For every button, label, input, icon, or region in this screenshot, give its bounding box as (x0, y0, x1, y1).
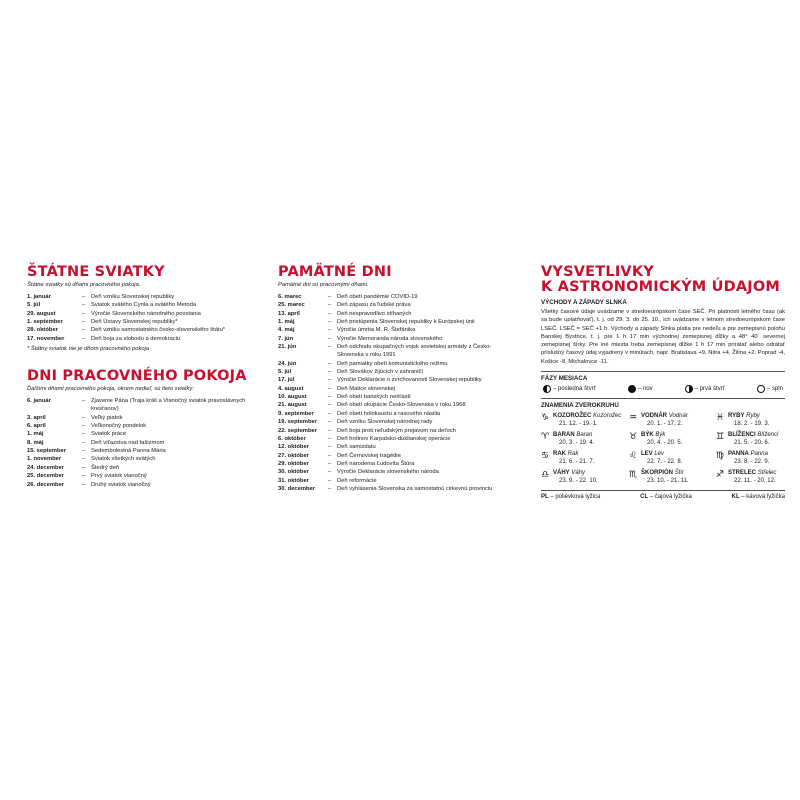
zodiac-dates: 18. 2. - 19. 3. (734, 420, 770, 427)
zodiac-name: BARAN (553, 432, 575, 439)
dni-pracovneho-pokoja-list (27, 397, 265, 489)
item-text: – Deň boja proti neľudským prejavom na deťoch (328, 427, 518, 435)
item-text: – Sviatok všetkých svätých (82, 455, 265, 463)
zodiac-sign-icon: ♉ (629, 432, 638, 443)
zodiac-latin: Váhy (571, 470, 586, 477)
item-date: 19. september (278, 419, 317, 426)
zodiac-text (728, 413, 769, 428)
zodiac-text (641, 470, 689, 485)
list-item (278, 410, 518, 418)
zodiac-name: VODNÁR (641, 413, 668, 420)
item-text: – Sviatok práce (82, 430, 265, 438)
spoon-kl: KL – kávová lyžička (731, 494, 785, 501)
zodiac-dates: 20. 4. - 20. 5. (647, 439, 683, 446)
zodiac-latin: Lev (654, 451, 665, 458)
item-date: 6. október (278, 435, 306, 442)
item-text: – Deň vyhlásenia Slovenska za samostatnú cirkevnú provinciu (328, 485, 518, 493)
item-date: 10. august (278, 394, 307, 401)
zodiac-item (541, 470, 629, 485)
list-item (278, 326, 518, 334)
moon-phases (541, 385, 785, 398)
zodiac-sign-icon: ♑ (541, 413, 550, 424)
zodiac-sign-icon: ♊ (716, 432, 725, 443)
zodiac-text (553, 451, 594, 466)
zodiac-text (641, 432, 682, 447)
item-text: – Sviatok svätého Cyrila a svätého Metoda (82, 301, 265, 309)
item-date: 27. október (278, 452, 309, 459)
zodiac-dates: 22. 11. - 20. 12. (734, 477, 776, 484)
zodiac-item (716, 432, 785, 447)
list-item (278, 310, 518, 318)
list-item (278, 418, 518, 426)
zodiac-dates: 21. 5. - 20. 6. (734, 439, 770, 446)
list-item (27, 447, 265, 455)
zodiac-name: STRELEC (728, 470, 757, 477)
list-item (278, 376, 518, 384)
zodiac-dates: 23. 9. - 22. 10. (559, 477, 598, 484)
zodiac-item (541, 432, 629, 447)
phase-last-quarter (543, 385, 596, 393)
item-date: 26. december (27, 481, 65, 488)
phase-label: – nov (637, 386, 653, 393)
item-date: 22. september (278, 427, 317, 434)
zodiac-latin: Střelec (757, 470, 777, 477)
item-text: – Deň obetí okupácie Česko-Slovenska v roku 1968 (328, 401, 518, 409)
item-text: – Deň Matice slovenskej (328, 385, 518, 393)
item-text: – Druhý sviatok vianočný (82, 481, 265, 489)
pamatne-dni-subtitle: Pamätné dni sú pracovnými dňami. (278, 282, 369, 288)
list-item (278, 343, 518, 360)
list-item (278, 460, 518, 468)
zodiac-latin: Baran (576, 432, 593, 439)
list-item (278, 301, 518, 309)
zodiac-latin: Býk (655, 432, 666, 439)
item-text: – Štedrý deň (82, 464, 265, 472)
list-item (278, 385, 518, 393)
vysvetlivky-title-line2: K ASTRONOMICKÝM ÚDAJOM (541, 279, 781, 295)
list-item (278, 477, 518, 485)
item-date: 1. máj (278, 319, 295, 326)
list-item (27, 455, 265, 463)
item-date: 1. september (27, 319, 63, 326)
list-item (27, 472, 265, 480)
first-quarter-moon-icon (685, 385, 693, 393)
list-item (27, 422, 265, 430)
zodiac-text (553, 432, 594, 447)
zodiac-sign-icon: ♐ (716, 470, 725, 481)
zodiac-name: BÝK (641, 432, 654, 439)
statne-sviatky-list (27, 293, 265, 343)
item-text: – Výročie Deklarácie o zvrchovanosti Slovenskej republiky (328, 376, 518, 384)
item-text: – Zjavenie Pána (Traja králi a Vianočný sviatok pravoslávnych kresťanov) (82, 397, 265, 414)
phase-full-moon (757, 385, 783, 393)
item-text: – Sedembolestná Panna Mária (82, 447, 265, 455)
item-text: – Deň vzniku Slovenskej republiky (82, 293, 265, 301)
item-text: – Deň vzniku Slovenskej národnej rady (328, 418, 518, 426)
phase-first-quarter (685, 385, 725, 393)
zodiac-text (641, 413, 688, 428)
zodiac-text (553, 470, 598, 485)
column-vysvetlivky (541, 265, 785, 500)
item-text: – Deň zápasu za ľudské práva (328, 301, 518, 309)
item-text: – Výročie Deklarácie slovenského národa (328, 468, 518, 476)
list-item (278, 368, 518, 376)
zodiac-sign-icon: ♌ (629, 451, 638, 462)
item-date: 29. október (278, 460, 309, 467)
list-item (27, 430, 265, 438)
item-text: – Deň víťazstva nad fašizmom (82, 439, 265, 447)
zodiac-latin: Blíženci (757, 432, 779, 439)
zodiac-text (641, 451, 682, 466)
spoon-cl: CL – čajová lyžička (640, 494, 692, 501)
zodiac-item (629, 451, 716, 466)
list-item (27, 397, 265, 414)
item-text: – Deň nespravodlivo stíhaných (328, 310, 518, 318)
list-item (27, 301, 265, 309)
zodiac-latin: Štír (674, 470, 685, 477)
full-moon-icon (757, 385, 765, 393)
item-text: – Deň samizdatu (328, 443, 518, 451)
item-date: 15. september (27, 448, 66, 455)
dni-pracovneho-pokoja-subtitle: Ďalšími dňami pracovného pokoja, okrem nedieľ, sú tieto sviatky: (27, 386, 194, 393)
item-text: – Deň odchodu okupačných vojsk sovietskej armády z Česko-Slovenska v roku 1991 (328, 343, 518, 360)
zodiac-text (553, 413, 621, 428)
zodiac-sign-icon: ♒ (629, 413, 638, 424)
zodiac-dates: 21. 6. - 21. 7. (559, 458, 595, 465)
zodiac-item (629, 413, 716, 428)
phase-label: – posledná štvrť (553, 386, 596, 393)
zodiac-sign-icon: ♓ (716, 413, 725, 424)
list-item (27, 481, 265, 489)
item-date: 24. december (27, 464, 65, 471)
item-text: – Deň narodenia Ľudovíta Štúra (328, 460, 518, 468)
item-date: 30. december (278, 485, 316, 492)
zodiac-name: KOZOROŽEC (553, 413, 592, 420)
item-text: – Deň reformácie (328, 477, 518, 485)
item-text: – Výročie úmrtia M. R. Štefánika (328, 326, 518, 334)
zodiac-name: PANNA (728, 451, 749, 458)
zodiac-name: BLÍŽENCI (728, 432, 756, 439)
item-date: 21. jún (278, 344, 297, 351)
item-date: 24. jún (278, 360, 297, 367)
list-item (278, 435, 518, 443)
zodiac-dates: 20. 1. - 17. 2. (647, 420, 683, 427)
item-date: 13. apríl (278, 310, 300, 317)
list-item (27, 318, 265, 326)
list-item (278, 468, 518, 476)
item-text: – Deň obetí pandémie COVID-19 (328, 293, 518, 301)
item-text: – Deň Černovskej tragédie (328, 452, 518, 460)
zodiac-latin: Vodnár (668, 413, 688, 420)
item-date: 7. jún (278, 335, 294, 342)
statne-sviatky-title: ŠTÁTNE SVIATKY (27, 264, 165, 280)
item-date: 4. august (278, 385, 304, 392)
zodiac-text (728, 432, 778, 447)
item-text: – Deň hrdinov Karpatsko-duklianskej operácie (328, 435, 518, 443)
item-date: 31. október (278, 477, 309, 484)
zodiac-name: ŠKORPIÓN (641, 470, 674, 477)
item-date: 25. december (27, 473, 65, 480)
item-date: 9. september (278, 410, 314, 417)
list-item (278, 452, 518, 460)
zodiac-item (629, 470, 716, 485)
item-date: 3. apríl (27, 414, 46, 421)
pamatne-dni-title: PAMÄTNÉ DNI (278, 264, 392, 280)
item-date: 30. október (278, 469, 309, 476)
zodiac-sign-icon: ♋ (541, 451, 550, 462)
zodiac-item (716, 470, 785, 485)
phase-new-moon (628, 385, 653, 393)
list-item (278, 360, 518, 368)
item-date: 25. marec (278, 302, 305, 309)
item-date: 6. marec (278, 294, 302, 300)
zodiac-grid (541, 413, 785, 485)
zodiac-item (629, 432, 716, 447)
list-item (27, 335, 265, 343)
divider (541, 398, 785, 399)
zodiac-item (716, 451, 785, 466)
pamatne-dni-list (278, 293, 518, 493)
fazy-mesiaca-title: FÁZY MESIACA (541, 375, 588, 383)
statne-sviatky-note: * Štátny sviatok nie je dňom pracovného pokoja (27, 346, 150, 353)
item-text: – Veľký piatok (82, 414, 265, 422)
item-text: – Veľkonočný pondelok (82, 422, 265, 430)
zodiac-sign-icon: ♍ (716, 451, 725, 462)
item-date: 1. január (27, 294, 51, 300)
znamenia-zverokruhu-title: ZNAMENIA ZVEROKRUHU (541, 402, 619, 410)
zodiac-name: RAK (553, 451, 566, 458)
zodiac-item (541, 451, 629, 466)
list-item (27, 326, 265, 334)
spoon-pl: PL – polievková lyžica (541, 494, 601, 501)
list-item (27, 293, 265, 301)
phase-label: – prvá štvrť (694, 386, 725, 393)
zodiac-item (541, 413, 629, 428)
item-date: 12. október (278, 444, 309, 451)
last-quarter-moon-icon (543, 385, 551, 393)
column-statne-sviatky (27, 265, 265, 489)
vychody-zapady-title: VÝCHODY A ZÁPADY SLNKA (541, 299, 627, 306)
vysvetlivky-title-line1: VYSVETLIVKY (541, 264, 654, 280)
item-text: – Deň boja za slobodu a demokraciu (82, 335, 265, 343)
column-pamatne-dni (278, 265, 518, 493)
item-text: – Výročie Slovenského národného povstania (82, 310, 265, 318)
item-text: – Deň Ústavy Slovenskej republiky* (82, 318, 265, 326)
item-date: 21. august (278, 402, 307, 409)
item-text: – Výročie Memoranda národa slovenského (328, 335, 518, 343)
divider (541, 371, 785, 372)
item-date: 5. júl (27, 302, 41, 309)
list-item (278, 293, 518, 301)
item-date: 1. máj (27, 431, 44, 438)
item-date: 4. máj (278, 327, 295, 334)
zodiac-dates: 20. 3. - 19. 4. (559, 439, 595, 446)
zodiac-item (716, 413, 785, 428)
item-date: 29. august (27, 310, 56, 317)
item-date: 8. máj (27, 439, 44, 446)
list-item (27, 310, 265, 318)
zodiac-latin: Ryby (746, 413, 760, 420)
item-text: – Deň pamiatky obetí komunistického režimu (328, 360, 518, 368)
list-item (278, 427, 518, 435)
zodiac-dates: 21. 12. - 19. 1. (559, 420, 598, 427)
item-date: 6. január (27, 398, 51, 405)
zodiac-dates: 22. 7. - 22. 8. (647, 458, 683, 465)
item-date: 5. júl (278, 369, 292, 376)
item-date: 1. november (27, 456, 62, 463)
item-text: – Deň pristúpenia Slovenskej republiky k Európskej únii (328, 318, 518, 326)
item-date: 17. júl (278, 377, 295, 384)
list-item (27, 439, 265, 447)
vychody-zapady-text: Všetky časové údaje uvádzame v stredoeurópskom čase SEČ. Pri platnosti letného času (ak sa bude uplatňovať), t. j. od 29. 3. do 25. 10., ich uvádzame v letnom stredoeurópskom čase LSEČ. LSEČ = SEČ +1 h. Východy a západy Slnka platia pre nedeľu a pre zemepisnú polohu Banskej Bystrice, t. j. pre 1 h 17 min východnej zemepisnej dĺžky a 48° 40´ severnej zemepisnej šírky. Pre iné miesta treba zemepisnej dĺžke 1 h 17 min prirátať alebo odrátať príslušný časový údaj vyjadrený v minútach, napr. Bratislava +9, Nitra +4, Žilina +2, Poprad -4, Košice -8, Michalovce -11. (541, 309, 785, 365)
zodiac-sign-icon: ♈ (541, 432, 550, 443)
zodiac-sign-icon: ♏ (629, 470, 638, 481)
zodiac-name: RYBY (728, 413, 745, 420)
item-text: – Deň obetí holokaustu a rasového násilia (328, 410, 518, 418)
item-text: – Prvý sviatok vianočný (82, 472, 265, 480)
list-item (278, 393, 518, 401)
zodiac-latin: Rak (567, 451, 579, 458)
zodiac-latin: Panna (750, 451, 768, 458)
list-item (278, 401, 518, 409)
new-moon-icon (628, 385, 636, 393)
item-text: – Deň vzniku samostatného česko-slovenského štátu* (82, 326, 265, 334)
zodiac-text (728, 470, 776, 485)
list-item (278, 318, 518, 326)
list-item (278, 335, 518, 343)
item-date: 6. apríl (27, 423, 46, 430)
statne-sviatky-subtitle: Štátne sviatky sú dňami pracovného pokoja. (27, 282, 141, 288)
dni-pracovneho-pokoja-title: DNI PRACOVNÉHO POKOJA (27, 368, 247, 385)
item-text: – Deň Slovákov žijúcich v zahraničí (328, 368, 518, 376)
list-item (278, 485, 518, 493)
zodiac-dates: 23. 10. - 21. 11. (647, 477, 689, 484)
list-item (27, 414, 265, 422)
zodiac-dates: 23. 8. - 22. 9. (734, 458, 770, 465)
item-date: 28. október (27, 327, 58, 334)
item-date: 17. november (27, 335, 65, 342)
zodiac-name: VÁHY (553, 470, 570, 477)
phase-label: – spln (766, 386, 783, 393)
list-item (27, 464, 265, 472)
zodiac-name: LEV (641, 451, 653, 458)
spoon-legend (541, 490, 785, 500)
list-item (278, 443, 518, 451)
zodiac-latin: Kozorožec (593, 413, 622, 420)
zodiac-text (728, 451, 769, 466)
zodiac-sign-icon: ♎ (541, 470, 550, 481)
item-text: – Deň obetí banských nešťastí (328, 393, 518, 401)
